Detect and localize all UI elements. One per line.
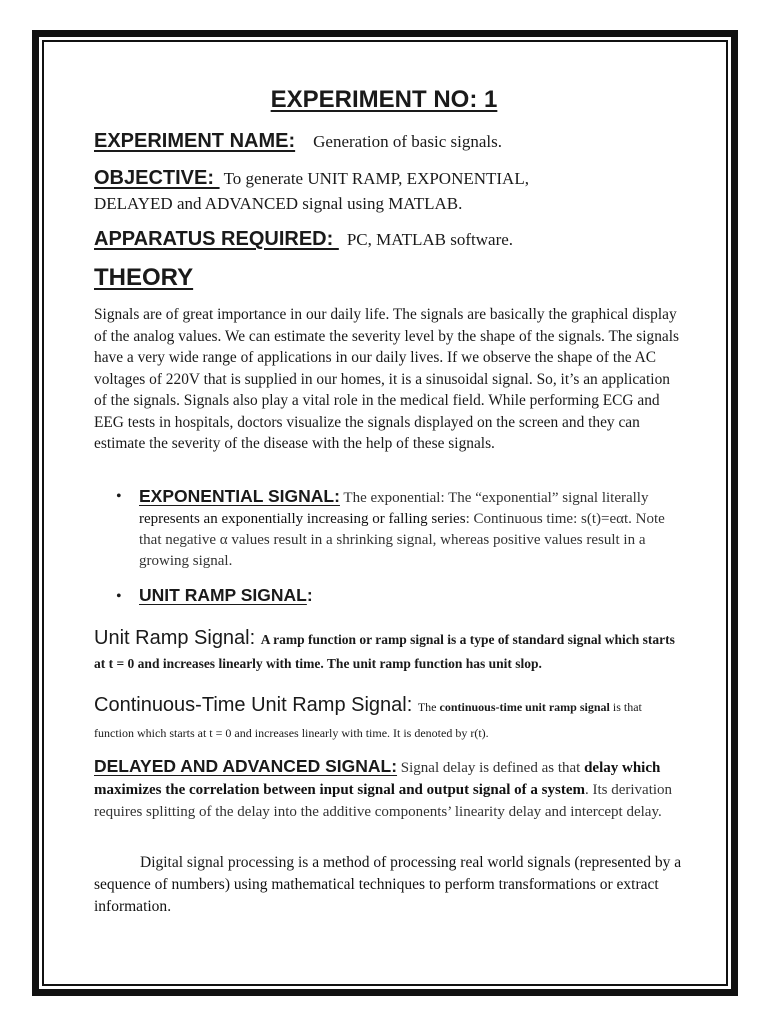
objective-label: OBJECTIVE: [94,167,220,189]
ct-ramp-label: Continuous-Time Unit Ramp Signal: [94,694,418,716]
page-title: EXPERIMENT NO: 1 [270,86,498,113]
ct-ramp-emph: continuous-time unit ramp signal [439,700,610,714]
theory-paragraph: Signals are of great importance in our daily life. The signals are basically the graphical display of the analog values. We can estimate the severity level by the shape of the signals. The signals have a very wide range of applications in our daily lives. If we observe the shape of the AC voltages of 220V that is supplied in our homes, it is a sinusoidal signal. So, it’s an application of the signals. Signals also play a vital role in the medical field. While performing ECG and EEG tests in hospitals, doctors visualize the signals displayed on the screen and they can estimate the severity of the disease with the help of these signals. [94,306,680,452]
ct-ramp-paragraph [94,692,684,746]
objective-line1: To generate UNIT RAMP, EXPONENTIAL, [223,169,529,188]
exponential-emph: represents an exponentially increasing or falling series [139,511,466,527]
delayed-emph: delay which maximizes the correlation between input signal and output signal of a system [94,760,661,798]
dsp-paragraph [94,852,684,918]
objective-row [94,167,529,190]
unit-ramp-heading-row [139,585,679,606]
dsp-emph: a method of processing real world signals (represented by a sequence of numbers) using mathematical techniques to perform transformations or extract information [94,854,682,915]
delayed-pre: Signal delay is defined as that [397,760,585,776]
apparatus-row [94,228,513,251]
bullet-unit-ramp: • [116,588,122,605]
delayed-paragraph [94,756,684,823]
objective-line2: DELAYED and ADVANCED signal using MATLAB. [94,194,463,213]
experiment-name-value: Generation of basic signals. [313,132,502,151]
exponential-label: EXPONENTIAL SIGNAL: [139,486,340,506]
unit-ramp-paragraph [94,626,684,676]
exponential-section [139,486,679,572]
theory-heading: THEORY [94,264,194,291]
ct-ramp-rest: is that function which starts at t = 0 and increases linearly with time. It is denoted by r(t). [94,700,642,740]
ct-ramp-pre: The [417,700,440,714]
exponential-rest: : Continuous time: s(t)=eαt. Note that negative α values result in a shrinking signal, whereas positive values result in a growing signal. [139,511,665,569]
unit-ramp-text: A ramp function or ramp signal is a type of standard signal which starts at t = 0 and increases linearly with time. The unit ramp function has unit slop. [94,632,675,671]
unit-ramp-colon: : [306,585,313,605]
exponential-intro: The exponential: The “exponential” signal literally [339,490,649,506]
unit-ramp-heading: UNIT RAMP SIGNAL [139,585,307,605]
bullet-exponential: • [116,488,122,505]
experiment-name-row [94,130,502,153]
unit-ramp-label: Unit Ramp Signal: [94,627,261,649]
dsp-rest: . [167,898,172,915]
apparatus-value: PC, MATLAB software. [346,230,514,249]
apparatus-label: APPARATUS REQUIRED: [94,228,339,250]
dsp-pre: Digital signal processing is [140,854,313,871]
experiment-name-label: EXPERIMENT NAME: [94,130,296,152]
delayed-label: DELAYED AND ADVANCED SIGNAL: [94,756,398,776]
delayed-rest: . Its derivation requires splitting of the delay into the additive components’ linearity delay and intercept delay. [94,782,673,820]
